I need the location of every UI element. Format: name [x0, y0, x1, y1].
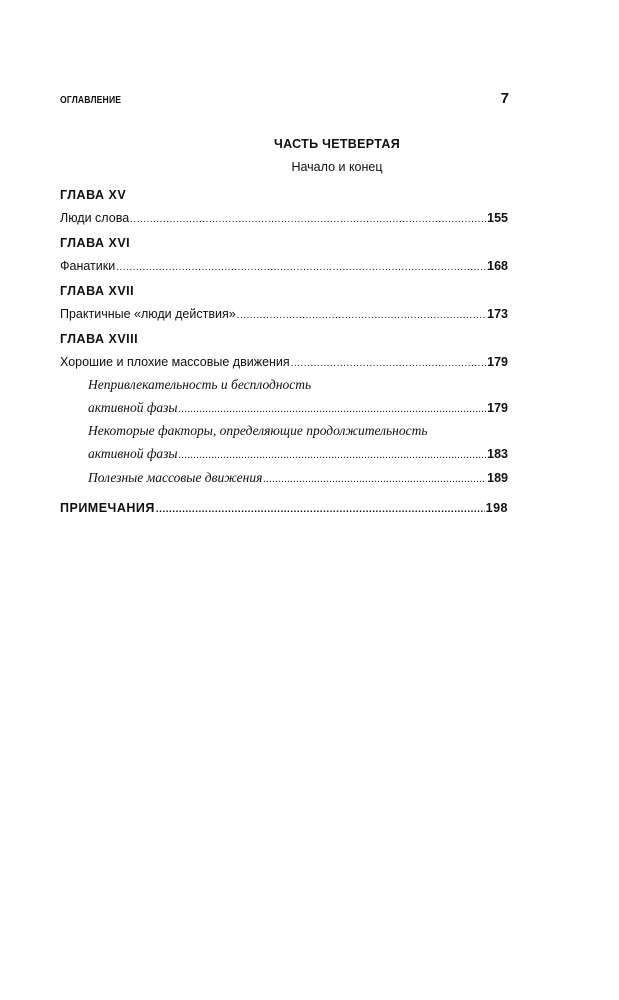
table-of-contents	[60, 184, 508, 520]
toc-subentry-label: активной фазы	[88, 446, 178, 461]
dot-leader	[116, 254, 486, 278]
dot-leader	[291, 350, 486, 374]
toc-entry[interactable]	[60, 254, 508, 278]
toc-subentry[interactable]	[88, 442, 508, 466]
toc-entry[interactable]	[60, 302, 508, 326]
toc-entry-label: Фанатики	[60, 259, 116, 273]
toc-subentry[interactable]	[88, 396, 508, 420]
dot-leader	[130, 206, 486, 230]
chapter-heading: ГЛАВА XV	[60, 188, 127, 202]
part-title: ЧАСТЬ ЧЕТВЕРТАЯ	[274, 137, 400, 151]
chapter-heading: ГЛАВА XVIII	[60, 332, 139, 346]
toc-entry-page: 189	[487, 471, 508, 485]
notes-label: ПРИМЕЧАНИЯ	[60, 501, 155, 515]
toc-entry-page: 179	[487, 355, 508, 369]
toc-entry-label: Хорошие и плохие массовые движения	[60, 355, 290, 369]
toc-entry-page: 179	[487, 401, 508, 415]
page-number: 7	[500, 90, 509, 107]
toc-subentry[interactable]	[88, 466, 508, 490]
dot-leader	[237, 302, 486, 326]
dot-leader	[179, 442, 487, 466]
toc-subentry-label: активной фазы	[88, 400, 178, 415]
toc-entry-notes[interactable]	[60, 496, 508, 520]
toc-entry-page: 173	[487, 307, 508, 321]
toc-subentry-line: Непривлекательность и бесплодность	[88, 377, 312, 392]
subsection-list	[60, 374, 508, 490]
chapter-heading: ГЛАВА XVII	[60, 284, 135, 298]
toc-entry-label: Люди слова	[60, 211, 130, 225]
chapter-heading: ГЛАВА XVI	[60, 236, 131, 250]
toc-entry-page: 155	[487, 211, 508, 225]
toc-entry[interactable]	[60, 350, 508, 374]
dot-leader	[263, 466, 486, 490]
section-title: ОГЛАВЛЕНИЕ	[60, 94, 122, 106]
toc-entry-page: 168	[487, 259, 508, 273]
toc-subentry-line: Некоторые факторы, определяющие продолжительность	[88, 423, 428, 438]
toc-entry-label: Практичные «люди действия»	[60, 307, 236, 321]
toc-subentry-label: Полезные массовые движения	[88, 470, 263, 485]
part-subtitle: Начало и конец	[291, 160, 383, 174]
toc-entry[interactable]	[60, 206, 508, 230]
toc-entry-page: 183	[487, 447, 508, 461]
dot-leader	[179, 396, 487, 420]
toc-entry-page: 198	[485, 501, 508, 515]
dot-leader	[156, 496, 485, 520]
